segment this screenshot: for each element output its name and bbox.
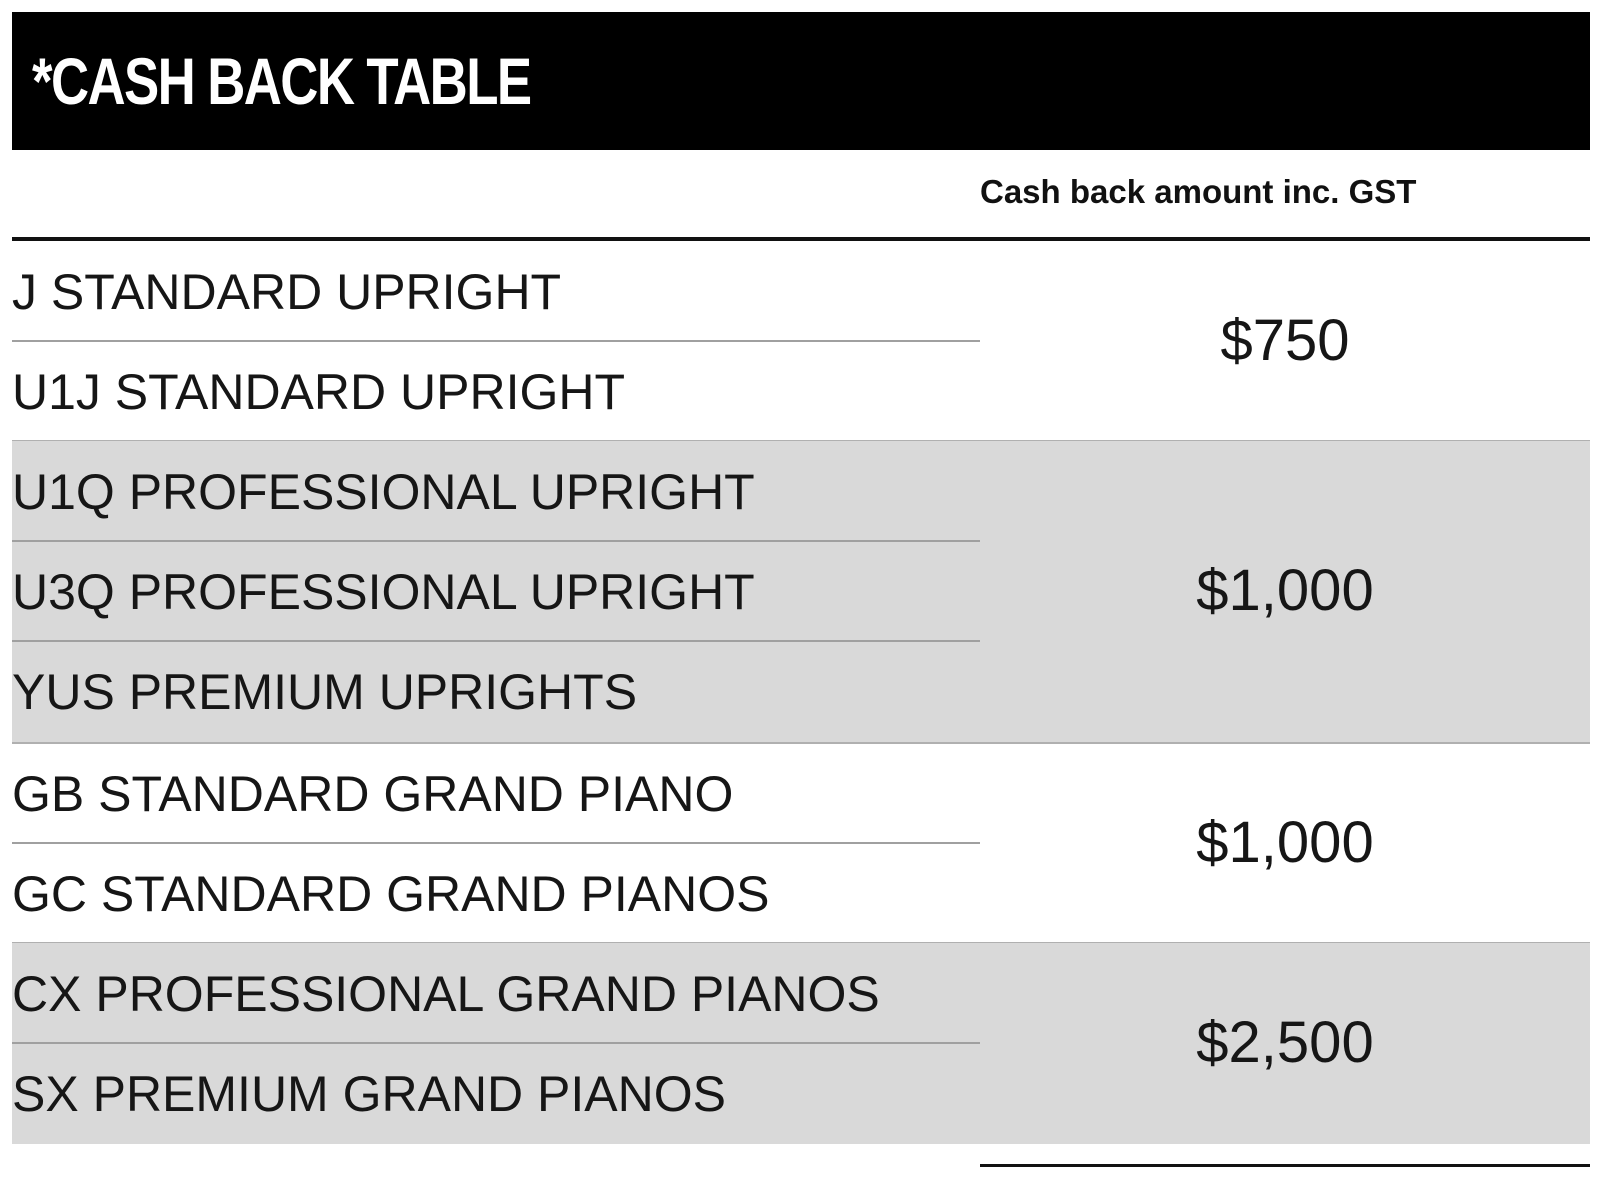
- model-name: CX PROFESSIONAL GRAND PIANOS: [12, 966, 880, 1022]
- model-name: J STANDARD UPRIGHT: [12, 264, 562, 320]
- cash-back-amount: $750: [1220, 308, 1350, 373]
- table-group-professional-uprights: [12, 441, 1590, 743]
- table-row: [12, 341, 980, 443]
- table-row: [12, 1043, 980, 1145]
- cash-back-amount: $1,000: [1196, 558, 1374, 623]
- title-banner: [12, 12, 1590, 150]
- model-name: SX PREMIUM GRAND PIANOS: [12, 1066, 726, 1122]
- table-row: [12, 641, 980, 743]
- table-row: [12, 743, 980, 845]
- model-name: GB STANDARD GRAND PIANO: [12, 766, 734, 822]
- model-name: GC STANDARD GRAND PIANOS: [12, 866, 770, 922]
- table-group-premium-grands: [12, 943, 1590, 1144]
- table-group-750: [12, 241, 1590, 441]
- column-header-cash-back: Cash back amount inc. GST: [980, 173, 1417, 210]
- table-row: [12, 843, 980, 945]
- table-row: [12, 241, 980, 343]
- table-row: [12, 441, 980, 543]
- cash-back-amount: $1,000: [1196, 810, 1374, 875]
- cash-back-amount: $2,500: [1196, 1010, 1374, 1075]
- table-group-standard-grands: [12, 743, 1590, 943]
- bottom-divider: [980, 1164, 1590, 1167]
- model-name: U1J STANDARD UPRIGHT: [12, 364, 626, 420]
- model-name: U3Q PROFESSIONAL UPRIGHT: [12, 564, 755, 620]
- model-name: YUS PREMIUM UPRIGHTS: [12, 664, 638, 720]
- model-name: U1Q PROFESSIONAL UPRIGHT: [12, 464, 755, 520]
- table-row: [12, 541, 980, 643]
- table-row: [12, 943, 980, 1045]
- table-title: *CASH BACK TABLE: [32, 44, 531, 118]
